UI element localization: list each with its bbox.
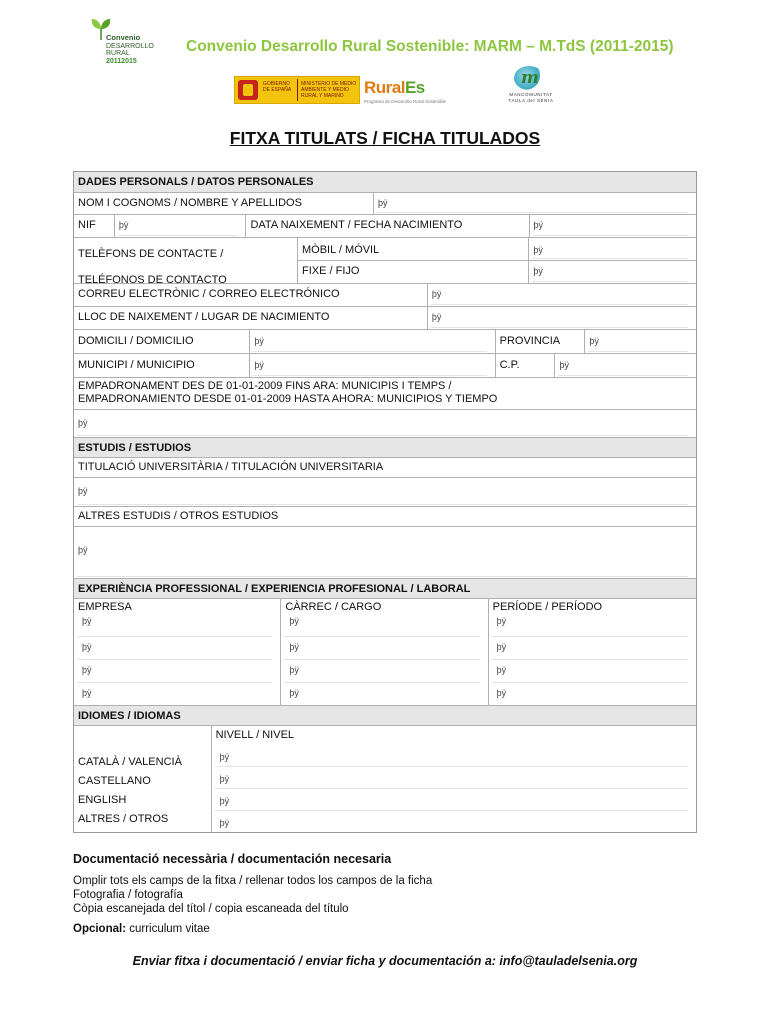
table-row: [74, 283, 696, 306]
documentation-line-1: Omplir tots els camps de la fitxa / rellenar todos los campos de la ficha: [73, 875, 433, 887]
position-field-4[interactable]: þÿ: [281, 684, 487, 705]
ministry-logo-text: MINISTERIO DE MEDIO AMBIENTE Y MEDIO RURAL Y MARINO: [301, 81, 357, 99]
period-field-2[interactable]: þÿ: [489, 638, 696, 661]
period-field-1[interactable]: þÿ: [489, 615, 696, 638]
partner-logos: [234, 70, 564, 108]
mancomunitat-m-icon: m: [521, 68, 539, 88]
header-title: Convenio Desarrollo Rural Sostenible: MARM – M.TdS (2011-2015): [186, 38, 674, 55]
postal-code-field[interactable]: þÿ: [554, 354, 696, 377]
table-row: [74, 526, 696, 578]
table-row: [74, 192, 696, 214]
government-logo: [234, 76, 360, 104]
company-field-1[interactable]: þÿ: [74, 615, 280, 638]
province-field[interactable]: þÿ: [584, 330, 696, 353]
company-field-4[interactable]: þÿ: [74, 684, 280, 705]
optional-value: curriculum vitae: [126, 923, 210, 935]
company-field-3[interactable]: þÿ: [74, 661, 280, 684]
level-column-header: NIVELL / NIVEL: [215, 729, 295, 741]
birthplace-field[interactable]: þÿ: [427, 307, 696, 329]
address-label: DOMICILI / DOMICILIO: [78, 335, 194, 347]
experience-position-column: [280, 599, 487, 705]
birthplace-label: LLOC DE NAIXEMENT / LUGAR DE NACIMIENTO: [78, 311, 330, 323]
experience-table: [74, 598, 696, 705]
rurales-logo: [364, 74, 448, 106]
coat-of-arms-icon: [238, 80, 258, 100]
language-label-2: CASTELLANO: [78, 775, 151, 787]
name-field[interactable]: þÿ: [373, 193, 696, 214]
municipality-label: MUNICIPI / MUNICIPIO: [78, 359, 195, 371]
name-label: NOM I COGNOMS / NOMBRE Y APELLIDOS: [78, 197, 302, 209]
email-field[interactable]: þÿ: [427, 284, 696, 306]
company-field-2[interactable]: þÿ: [74, 638, 280, 661]
mancomunitat-logo: [496, 66, 566, 110]
level-field-3[interactable]: þÿ: [212, 790, 696, 812]
table-row: [74, 237, 696, 283]
rurales-subtitle: Programa de Desarrollo Rural Sostenible: [364, 99, 447, 104]
section-header-experience: EXPERIÈNCIA PROFESSIONAL / EXPERIENCIA PROFESIONAL / LABORAL: [74, 579, 696, 598]
mancomunitat-text-2: TAULA del SÉNIA: [508, 98, 554, 103]
government-logo-text: GOBIERNO DE ESPAÑA: [263, 81, 292, 93]
position-column-header: CÀRREC / CARGO: [285, 601, 382, 613]
phones-label: [74, 238, 297, 283]
postal-code-label: C.P.: [495, 354, 555, 377]
level-field-4[interactable]: þÿ: [212, 812, 696, 832]
section-header-studies: ESTUDIS / ESTUDIOS: [74, 438, 696, 457]
email-label: CORREU ELECTRÒNIC / CORREO ELECTRÓNICO: [78, 288, 340, 300]
position-field-1[interactable]: þÿ: [281, 615, 487, 638]
municipality-field[interactable]: þÿ: [249, 354, 494, 377]
fixed-label: FIXE / FIJO: [302, 265, 360, 277]
documentation-line-3: Còpia escanejada del títol / copia escaneada del título: [73, 903, 349, 915]
phones-label-line-1: TELÈFONS DE CONTACTE /: [78, 248, 224, 260]
other-studies-label: ALTRES ESTUDIS / OTROS ESTUDIOS: [78, 510, 279, 522]
table-row: [74, 457, 696, 477]
birthdate-field[interactable]: þÿ: [529, 215, 696, 237]
fixed-row: [298, 261, 696, 283]
census-label: [74, 378, 696, 409]
position-field-3[interactable]: þÿ: [281, 661, 487, 684]
optional-label: Opcional:: [73, 923, 127, 935]
other-studies-field[interactable]: þÿ: [74, 527, 696, 578]
table-row: [74, 377, 696, 409]
degree-field[interactable]: þÿ: [74, 478, 696, 506]
mobile-row: [298, 238, 696, 261]
documentation-title: Documentació necessària / documentación necesaria: [73, 852, 392, 866]
languages-table: [74, 725, 696, 832]
nif-label: NIF: [78, 219, 96, 231]
language-label-3: ENGLISH: [78, 794, 127, 806]
experience-company-column: [74, 599, 280, 705]
degree-label: TITULACIÓ UNIVERSITÀRIA / TITULACIÓN UNIVERSITARIA: [78, 461, 384, 473]
birthdate-label: DATA NAIXEMENT / FECHA NACIMIENTO: [245, 215, 528, 237]
language-label-1: CATALÀ / VALENCIÀ: [78, 756, 182, 768]
logo-years: 20112015: [106, 57, 137, 65]
table-row: [74, 306, 696, 329]
section-row: [74, 705, 696, 725]
table-row: [74, 477, 696, 506]
logo-line-1: Convenio: [106, 33, 141, 42]
section-header-personal: DADES PERSONALS / DATOS PERSONALES: [74, 172, 696, 192]
convenio-logo: [84, 16, 174, 65]
optional-line: [73, 923, 693, 935]
level-field-1[interactable]: þÿ: [212, 746, 696, 768]
period-field-3[interactable]: þÿ: [489, 661, 696, 684]
province-label: PROVINCIA: [495, 330, 585, 353]
fixed-field[interactable]: þÿ: [528, 261, 696, 283]
table-row: [74, 506, 696, 526]
mobile-field[interactable]: þÿ: [528, 238, 696, 260]
position-field-2[interactable]: þÿ: [281, 638, 487, 661]
table-row: [74, 329, 696, 353]
period-field-4[interactable]: þÿ: [489, 684, 696, 705]
form-table: [73, 171, 697, 833]
census-label-line-2: EMPADRONAMIENTO DESDE 01-01-2009 HASTA AHORA: MUNICIPIOS Y TIEMPO: [78, 393, 498, 405]
rurales-word-b: Es: [404, 78, 425, 97]
languages-column: [74, 726, 211, 832]
period-column-header: PERÍODE / PERÍODO: [492, 601, 603, 613]
nif-field[interactable]: þÿ: [114, 215, 246, 237]
government-logo-divider: [297, 79, 298, 101]
language-label-4: ALTRES / OTROS: [78, 813, 169, 825]
section-row: [74, 578, 696, 598]
rurales-word-a: Rural: [364, 78, 405, 97]
table-row: [74, 353, 696, 377]
table-row: [74, 409, 696, 437]
documentation-section: [73, 852, 693, 935]
level-field-2[interactable]: þÿ: [212, 768, 696, 790]
phones-label-line-2: TELÉFONOS DE CONTACTO: [78, 274, 227, 283]
logo-line-2: DESARROLLO RURAL: [106, 42, 154, 57]
section-row: [74, 437, 696, 457]
phones-group: [297, 238, 696, 283]
experience-period-column: [488, 599, 696, 705]
census-field[interactable]: þÿ: [74, 410, 696, 437]
census-label-line-1: EMPADRONAMENT DES DE 01-01-2009 FINS ARA: MUNICIPIS I TEMPS /: [78, 380, 452, 392]
company-column-header: EMPRESA: [78, 601, 132, 613]
address-field[interactable]: þÿ: [249, 330, 494, 353]
section-row: [74, 172, 696, 192]
page-title: FITXA TITULATS / FICHA TITULADOS: [229, 128, 541, 148]
send-instructions: Enviar fitxa i documentació / enviar ficha y documentación a: info@tauladelsenia.org: [132, 954, 638, 968]
mobile-label: MÒBIL / MÓVIL: [302, 244, 380, 256]
level-column: [211, 726, 696, 832]
documentation-line-2: Fotografia / fotografía: [73, 889, 183, 901]
table-row: [74, 214, 696, 237]
mancomunitat-text-1: MANCOMUNITAT: [509, 92, 553, 97]
section-header-languages: IDIOMES / IDIOMAS: [74, 706, 696, 725]
